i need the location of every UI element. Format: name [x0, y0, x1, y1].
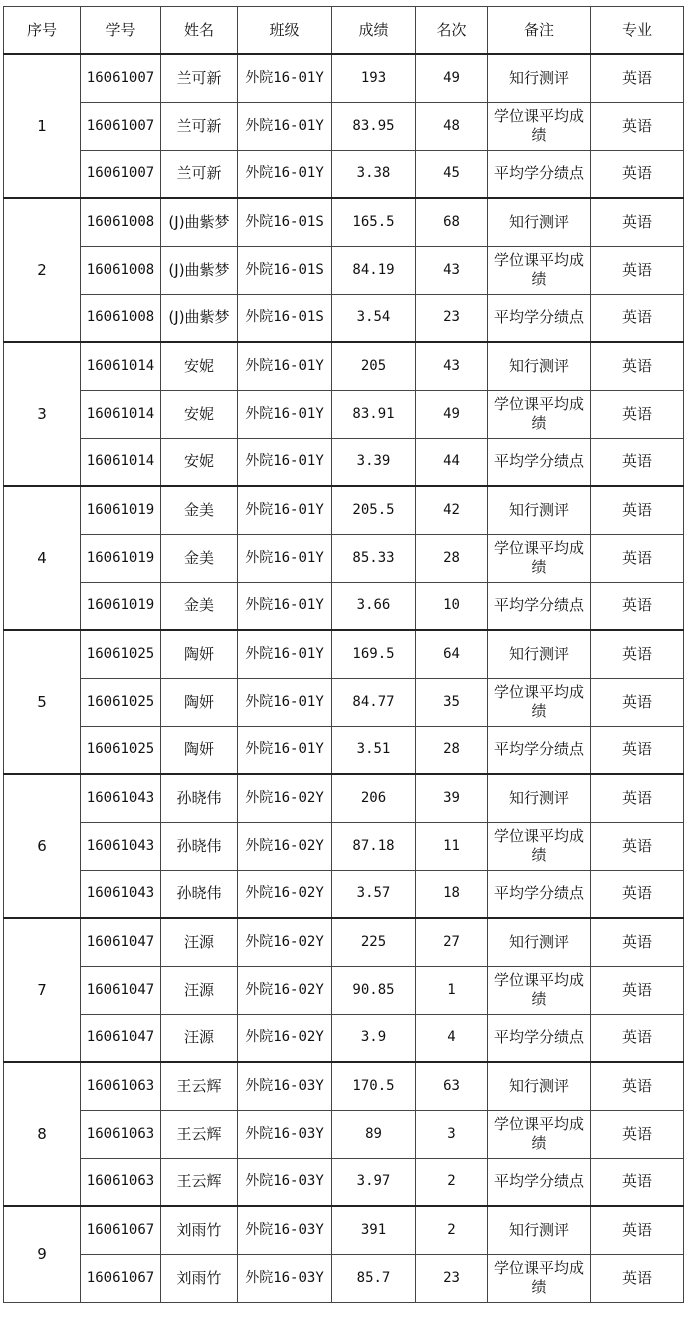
student-id-cell: 16061014	[81, 438, 161, 486]
header-score: 成绩	[332, 7, 416, 55]
major-cell: 英语	[591, 390, 684, 438]
table-row	[4, 1062, 684, 1110]
rank-cell: 39	[416, 774, 488, 822]
score-cell: 3.97	[332, 1158, 416, 1206]
class-cell: 外院16-02Y	[238, 822, 332, 870]
student-name-cell: (J)曲紫梦	[161, 198, 238, 246]
score-cell: 89	[332, 1110, 416, 1158]
rank-cell: 42	[416, 486, 488, 534]
score-cell: 206	[332, 774, 416, 822]
score-cell: 87.18	[332, 822, 416, 870]
note-cell: 知行测评	[488, 198, 591, 246]
major-cell: 英语	[591, 1158, 684, 1206]
student-name-cell: 陶妍	[161, 630, 238, 678]
student-name-cell: 兰可新	[161, 102, 238, 150]
rank-cell: 35	[416, 678, 488, 726]
student-name-cell: 刘雨竹	[161, 1206, 238, 1254]
rank-cell: 48	[416, 102, 488, 150]
rank-cell: 44	[416, 438, 488, 486]
class-cell: 外院16-02Y	[238, 870, 332, 918]
score-cell: 83.91	[332, 390, 416, 438]
student-id-cell: 16061014	[81, 342, 161, 390]
student-id-cell: 16061025	[81, 630, 161, 678]
table-row	[4, 966, 684, 1014]
major-cell: 英语	[591, 198, 684, 246]
class-cell: 外院16-01Y	[238, 390, 332, 438]
table-row	[4, 54, 684, 102]
table-row	[4, 870, 684, 918]
rank-cell: 11	[416, 822, 488, 870]
note-cell: 学位课平均成绩	[488, 534, 591, 582]
major-cell: 英语	[591, 294, 684, 342]
student-id-cell: 16061047	[81, 1014, 161, 1062]
table-row	[4, 822, 684, 870]
table-row	[4, 102, 684, 150]
class-cell: 外院16-02Y	[238, 774, 332, 822]
major-cell: 英语	[591, 246, 684, 294]
class-cell: 外院16-02Y	[238, 966, 332, 1014]
major-cell: 英语	[591, 1206, 684, 1254]
rank-cell: 2	[416, 1158, 488, 1206]
rank-cell: 23	[416, 294, 488, 342]
score-cell: 3.51	[332, 726, 416, 774]
student-name-cell: 汪源	[161, 918, 238, 966]
table-row	[4, 486, 684, 534]
table-row	[4, 534, 684, 582]
note-cell: 学位课平均成绩	[488, 1254, 591, 1302]
major-cell: 英语	[591, 918, 684, 966]
class-cell: 外院16-01Y	[238, 726, 332, 774]
rank-cell: 43	[416, 342, 488, 390]
student-name-cell: 孙晓伟	[161, 822, 238, 870]
major-cell: 英语	[591, 102, 684, 150]
note-cell: 知行测评	[488, 1062, 591, 1110]
class-cell: 外院16-03Y	[238, 1062, 332, 1110]
score-cell: 83.95	[332, 102, 416, 150]
student-name-cell: 孙晓伟	[161, 870, 238, 918]
major-cell: 英语	[591, 822, 684, 870]
major-cell: 英语	[591, 870, 684, 918]
major-cell: 英语	[591, 438, 684, 486]
table-row	[4, 630, 684, 678]
note-cell: 平均学分绩点	[488, 1014, 591, 1062]
score-cell: 3.57	[332, 870, 416, 918]
rank-cell: 10	[416, 582, 488, 630]
score-cell: 169.5	[332, 630, 416, 678]
class-cell: 外院16-01S	[238, 198, 332, 246]
student-name-cell: 安妮	[161, 390, 238, 438]
note-cell: 平均学分绩点	[488, 150, 591, 198]
table-row	[4, 918, 684, 966]
student-id-cell: 16061043	[81, 822, 161, 870]
class-cell: 外院16-02Y	[238, 918, 332, 966]
note-cell: 学位课平均成绩	[488, 1110, 591, 1158]
student-name-cell: 王云辉	[161, 1110, 238, 1158]
score-cell: 85.33	[332, 534, 416, 582]
note-cell: 平均学分绩点	[488, 582, 591, 630]
student-id-cell: 16061007	[81, 102, 161, 150]
note-cell: 学位课平均成绩	[488, 246, 591, 294]
rank-cell: 68	[416, 198, 488, 246]
note-cell: 平均学分绩点	[488, 438, 591, 486]
major-cell: 英语	[591, 1062, 684, 1110]
major-cell: 英语	[591, 678, 684, 726]
table-header	[4, 7, 684, 55]
class-cell: 外院16-03Y	[238, 1158, 332, 1206]
score-cell: 90.85	[332, 966, 416, 1014]
class-cell: 外院16-01Y	[238, 630, 332, 678]
major-cell: 英语	[591, 150, 684, 198]
student-id-cell: 16061019	[81, 582, 161, 630]
score-cell: 3.66	[332, 582, 416, 630]
student-id-cell: 16061007	[81, 54, 161, 102]
note-cell: 知行测评	[488, 774, 591, 822]
rank-cell: 2	[416, 1206, 488, 1254]
major-cell: 英语	[591, 486, 684, 534]
student-name-cell: 陶妍	[161, 678, 238, 726]
rank-cell: 49	[416, 390, 488, 438]
seq-cell: 2	[4, 198, 81, 342]
student-id-cell: 16061047	[81, 918, 161, 966]
note-cell: 学位课平均成绩	[488, 822, 591, 870]
student-name-cell: 汪源	[161, 1014, 238, 1062]
major-cell: 英语	[591, 582, 684, 630]
student-id-cell: 16061019	[81, 534, 161, 582]
table-row	[4, 390, 684, 438]
note-cell: 知行测评	[488, 54, 591, 102]
rank-cell: 1	[416, 966, 488, 1014]
seq-cell: 9	[4, 1206, 81, 1302]
student-id-cell: 16061043	[81, 870, 161, 918]
score-cell: 165.5	[332, 198, 416, 246]
student-name-cell: (J)曲紫梦	[161, 294, 238, 342]
seq-cell: 7	[4, 918, 81, 1062]
class-cell: 外院16-01Y	[238, 54, 332, 102]
rank-cell: 27	[416, 918, 488, 966]
major-cell: 英语	[591, 1014, 684, 1062]
note-cell: 知行测评	[488, 630, 591, 678]
major-cell: 英语	[591, 54, 684, 102]
class-cell: 外院16-02Y	[238, 1014, 332, 1062]
class-cell: 外院16-03Y	[238, 1206, 332, 1254]
note-cell: 平均学分绩点	[488, 294, 591, 342]
score-cell: 3.9	[332, 1014, 416, 1062]
table-body	[4, 54, 684, 1302]
student-name-cell: 安妮	[161, 342, 238, 390]
student-id-cell: 16061047	[81, 966, 161, 1014]
header-rank: 名次	[416, 7, 488, 55]
rank-cell: 63	[416, 1062, 488, 1110]
class-cell: 外院16-01S	[238, 246, 332, 294]
student-name-cell: 金美	[161, 486, 238, 534]
table-row	[4, 294, 684, 342]
table-row	[4, 198, 684, 246]
rank-cell: 43	[416, 246, 488, 294]
seq-cell: 1	[4, 54, 81, 198]
class-cell: 外院16-03Y	[238, 1254, 332, 1302]
student-id-cell: 16061008	[81, 198, 161, 246]
note-cell: 学位课平均成绩	[488, 390, 591, 438]
table-row	[4, 774, 684, 822]
score-cell: 391	[332, 1206, 416, 1254]
table-row	[4, 1014, 684, 1062]
major-cell: 英语	[591, 342, 684, 390]
header-note: 备注	[488, 7, 591, 55]
table-row	[4, 726, 684, 774]
major-cell: 英语	[591, 1254, 684, 1302]
note-cell: 平均学分绩点	[488, 726, 591, 774]
score-cell: 205.5	[332, 486, 416, 534]
table-row	[4, 1254, 684, 1302]
rank-cell: 45	[416, 150, 488, 198]
student-id-cell: 16061043	[81, 774, 161, 822]
note-cell: 学位课平均成绩	[488, 102, 591, 150]
student-name-cell: 刘雨竹	[161, 1254, 238, 1302]
rank-cell: 64	[416, 630, 488, 678]
student-name-cell: 兰可新	[161, 150, 238, 198]
score-cell: 3.39	[332, 438, 416, 486]
score-table	[3, 6, 684, 1303]
student-name-cell: 金美	[161, 534, 238, 582]
score-cell: 84.77	[332, 678, 416, 726]
table-row	[4, 678, 684, 726]
note-cell: 知行测评	[488, 342, 591, 390]
score-cell: 170.5	[332, 1062, 416, 1110]
table-row	[4, 150, 684, 198]
student-name-cell: 孙晓伟	[161, 774, 238, 822]
class-cell: 外院16-01Y	[238, 102, 332, 150]
table-row	[4, 246, 684, 294]
class-cell: 外院16-01Y	[238, 438, 332, 486]
note-cell: 学位课平均成绩	[488, 966, 591, 1014]
major-cell: 英语	[591, 726, 684, 774]
class-cell: 外院16-01Y	[238, 486, 332, 534]
table-row	[4, 342, 684, 390]
student-id-cell: 16061067	[81, 1254, 161, 1302]
score-cell: 193	[332, 54, 416, 102]
note-cell: 学位课平均成绩	[488, 678, 591, 726]
rank-cell: 28	[416, 534, 488, 582]
student-id-cell: 16061008	[81, 246, 161, 294]
student-id-cell: 16061025	[81, 726, 161, 774]
major-cell: 英语	[591, 966, 684, 1014]
student-name-cell: 陶妍	[161, 726, 238, 774]
table-row	[4, 582, 684, 630]
student-id-cell: 16061025	[81, 678, 161, 726]
rank-cell: 3	[416, 1110, 488, 1158]
note-cell: 平均学分绩点	[488, 1158, 591, 1206]
student-id-cell: 16061063	[81, 1110, 161, 1158]
student-name-cell: 兰可新	[161, 54, 238, 102]
seq-cell: 3	[4, 342, 81, 486]
header-name: 姓名	[161, 7, 238, 55]
class-cell: 外院16-01Y	[238, 582, 332, 630]
student-name-cell: 金美	[161, 582, 238, 630]
student-name-cell: 王云辉	[161, 1062, 238, 1110]
table-row	[4, 438, 684, 486]
class-cell: 外院16-01Y	[238, 534, 332, 582]
seq-cell: 8	[4, 1062, 81, 1206]
score-cell: 85.7	[332, 1254, 416, 1302]
header-seq: 序号	[4, 7, 81, 55]
header-student-id: 学号	[81, 7, 161, 55]
score-cell: 3.38	[332, 150, 416, 198]
student-id-cell: 16061014	[81, 390, 161, 438]
table-row	[4, 1206, 684, 1254]
student-id-cell: 16061063	[81, 1158, 161, 1206]
note-cell: 知行测评	[488, 1206, 591, 1254]
student-name-cell: 汪源	[161, 966, 238, 1014]
seq-cell: 4	[4, 486, 81, 630]
score-cell: 225	[332, 918, 416, 966]
class-cell: 外院16-01Y	[238, 342, 332, 390]
rank-cell: 23	[416, 1254, 488, 1302]
rank-cell: 18	[416, 870, 488, 918]
student-name-cell: 安妮	[161, 438, 238, 486]
student-id-cell: 16061063	[81, 1062, 161, 1110]
header-class: 班级	[238, 7, 332, 55]
student-id-cell: 16061019	[81, 486, 161, 534]
rank-cell: 4	[416, 1014, 488, 1062]
note-cell: 知行测评	[488, 486, 591, 534]
header-row	[4, 7, 684, 55]
class-cell: 外院16-01Y	[238, 150, 332, 198]
class-cell: 外院16-03Y	[238, 1110, 332, 1158]
major-cell: 英语	[591, 534, 684, 582]
note-cell: 知行测评	[488, 918, 591, 966]
score-cell: 84.19	[332, 246, 416, 294]
score-cell: 3.54	[332, 294, 416, 342]
student-id-cell: 16061007	[81, 150, 161, 198]
student-name-cell: (J)曲紫梦	[161, 246, 238, 294]
header-major: 专业	[591, 7, 684, 55]
table-row	[4, 1158, 684, 1206]
major-cell: 英语	[591, 774, 684, 822]
class-cell: 外院16-01Y	[238, 678, 332, 726]
seq-cell: 6	[4, 774, 81, 918]
table-row	[4, 1110, 684, 1158]
seq-cell: 5	[4, 630, 81, 774]
class-cell: 外院16-01S	[238, 294, 332, 342]
student-id-cell: 16061008	[81, 294, 161, 342]
score-cell: 205	[332, 342, 416, 390]
rank-cell: 49	[416, 54, 488, 102]
student-name-cell: 王云辉	[161, 1158, 238, 1206]
student-id-cell: 16061067	[81, 1206, 161, 1254]
rank-cell: 28	[416, 726, 488, 774]
major-cell: 英语	[591, 1110, 684, 1158]
major-cell: 英语	[591, 630, 684, 678]
note-cell: 平均学分绩点	[488, 870, 591, 918]
